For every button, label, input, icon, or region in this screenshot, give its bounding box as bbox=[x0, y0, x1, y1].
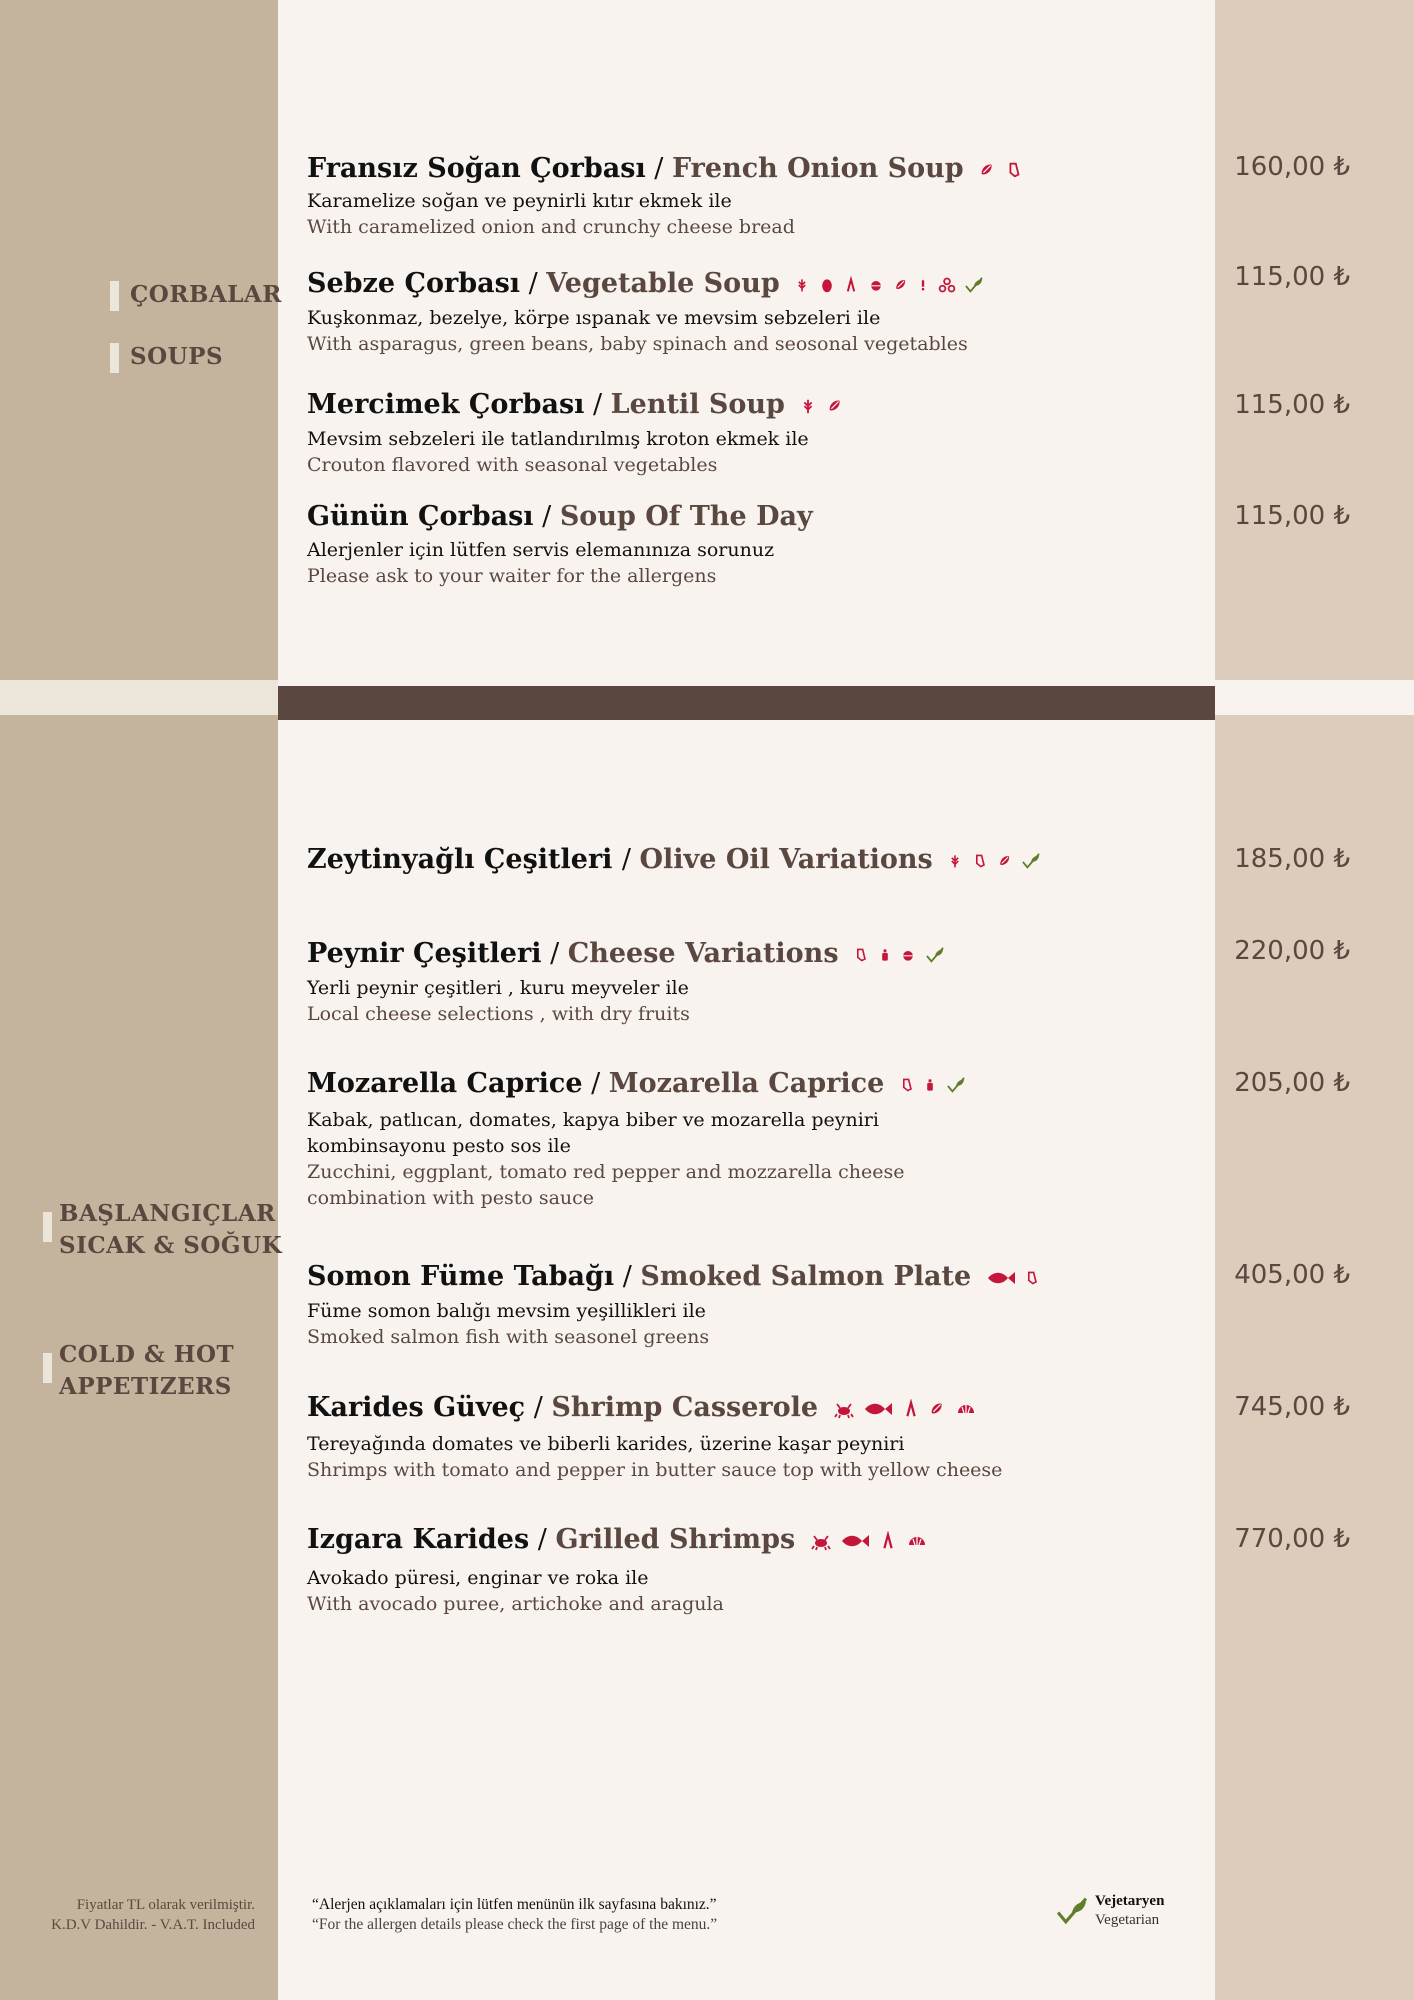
item-desc-en: With asparagus, green beans, baby spinach and seosonal vegetables bbox=[307, 332, 968, 355]
right-price-column-top bbox=[1215, 0, 1414, 680]
item-name-tr: Peynir Çeşitleri bbox=[307, 938, 542, 969]
allergen-gluten-icon bbox=[997, 851, 1013, 871]
item-name-en: Shrimp Casserole bbox=[551, 1392, 819, 1423]
allergen-mustard-icon bbox=[917, 275, 929, 295]
price: 160,00 ₺ bbox=[1234, 152, 1350, 182]
allergen-wheat-icon bbox=[794, 275, 810, 295]
item-desc-tr: Avokado püresi, enginar ve roka ile bbox=[307, 1566, 649, 1589]
vegetarian-icon bbox=[946, 1076, 966, 1094]
allergen-note-tr: “Alerjen açıklamaları için lütfen menünün ilk sayfasına bakınız.” bbox=[312, 1896, 717, 1913]
item-desc-tr: Mevsim sebzeleri ile tatlandırılmış kroton ekmek ile bbox=[307, 427, 809, 450]
allergen-mollusc-icon bbox=[906, 1531, 928, 1551]
category-marker bbox=[43, 1353, 52, 1383]
allergen-icons bbox=[833, 1391, 977, 1427]
item-name-en: Soup Of The Day bbox=[559, 501, 813, 532]
item-desc-tr: Kuşkonmaz, bezelye, körpe ıspanak ve mevsim sebzeleri ile bbox=[307, 306, 881, 329]
price: 205,00 ₺ bbox=[1234, 1068, 1350, 1098]
price-note-line-2: K.D.V Dahildir. - V.A.T. Included bbox=[51, 1917, 255, 1933]
item-desc-tr: Alerjenler için lütfen servis elemanınıza sorunuz bbox=[307, 539, 775, 561]
allergen-icons bbox=[853, 937, 945, 973]
item-name-en: Vegetable Soup bbox=[546, 268, 780, 299]
item-title: Mercimek Çorbası / Lentil Soup bbox=[307, 387, 1207, 424]
item-name-tr: Mercimek Çorbası bbox=[307, 389, 585, 420]
vegetarian-icon bbox=[1055, 1895, 1089, 1927]
menu-item-mozarella-caprice bbox=[307, 1066, 1207, 1211]
vegetarian-label-en: Vegetarian bbox=[1095, 1912, 1160, 1928]
menu-item-french-onion-soup bbox=[307, 151, 1207, 240]
allergen-gluten-icon bbox=[928, 1399, 946, 1419]
allergen-nut-icon bbox=[900, 945, 916, 965]
allergen-celery-icon bbox=[902, 1399, 920, 1419]
item-desc-en: Crouton flavored with seasonal vegetables bbox=[307, 453, 718, 476]
item-name-tr: Günün Çorbası bbox=[307, 501, 534, 532]
item-title: Karides Güveç / Shrimp Casserole bbox=[307, 1390, 1207, 1427]
menu-item-vegetable-soup bbox=[307, 266, 1207, 357]
item-desc-en: With caramelized onion and crunchy cheese bread bbox=[307, 215, 795, 238]
item-desc-en: Local cheese selections , with dry fruits bbox=[307, 1002, 690, 1025]
price: 185,00 ₺ bbox=[1234, 844, 1350, 874]
allergen-crab-icon bbox=[833, 1399, 855, 1419]
category-appetizers-en bbox=[59, 1339, 234, 1403]
allergen-milk-icon bbox=[853, 945, 869, 965]
allergen-wheat-icon bbox=[947, 851, 963, 871]
price: 220,00 ₺ bbox=[1234, 936, 1350, 966]
item-desc-tr: Füme somon balığı mevsim yeşillikleri ile bbox=[307, 1299, 706, 1322]
menu-item-grilled-shrimps bbox=[307, 1522, 1207, 1617]
category-label: ÇORBALAR bbox=[130, 281, 282, 308]
item-name-en: French Onion Soup bbox=[671, 153, 964, 184]
item-title: Zeytinyağlı Çeşitleri / Olive Oil Variations bbox=[307, 842, 1207, 879]
allergen-icons bbox=[978, 152, 1023, 188]
item-title: Mozarella Caprice / Mozarella Caprice bbox=[307, 1066, 1207, 1103]
item-title: Günün Çorbası / Soup Of The Day bbox=[307, 501, 813, 532]
item-title: Peynir Çeşitleri / Cheese Variations bbox=[307, 936, 1207, 973]
category-label: SICAK & SOĞUK bbox=[59, 1232, 283, 1259]
allergen-milk-icon bbox=[899, 1075, 915, 1095]
allergen-icons bbox=[794, 267, 984, 303]
item-name-en: Smoked Salmon Plate bbox=[640, 1261, 972, 1292]
item-name-en: Cheese Variations bbox=[567, 938, 839, 969]
item-desc-tr-2: kombinsayonu pesto sos ile bbox=[307, 1134, 571, 1157]
category-label: SOUPS bbox=[130, 343, 224, 370]
allergen-fish-icon bbox=[863, 1399, 893, 1419]
item-desc-en: Smoked salmon fish with seasonel greens bbox=[307, 1325, 710, 1348]
vegetarian-legend bbox=[1055, 1892, 1164, 1930]
allergen-icons bbox=[810, 1523, 928, 1559]
price: 770,00 ₺ bbox=[1234, 1524, 1350, 1554]
menu-item-smoked-salmon-plate bbox=[307, 1259, 1207, 1350]
item-name-en: Olive Oil Variations bbox=[639, 844, 933, 875]
menu-item-shrimp-casserole bbox=[307, 1390, 1207, 1483]
item-title: Somon Füme Tabağı / Smoked Salmon Plate bbox=[307, 1259, 1207, 1296]
allergen-nut-icon bbox=[868, 275, 884, 295]
allergen-egg-icon bbox=[819, 275, 835, 295]
category-soups-tr bbox=[130, 279, 282, 311]
item-name-tr: Karides Güveç bbox=[307, 1392, 526, 1423]
allergen-gluten-icon bbox=[893, 275, 909, 295]
item-desc-tr: Kabak, patlıcan, domates, kapya biber ve mozarella peyniri bbox=[307, 1108, 879, 1131]
category-marker bbox=[110, 343, 119, 373]
price-note bbox=[20, 1895, 255, 1935]
allergen-icons bbox=[986, 1260, 1041, 1296]
allergen-wheat-icon bbox=[799, 396, 817, 416]
category-soups-en bbox=[130, 341, 223, 373]
allergen-gluten-icon bbox=[826, 396, 844, 416]
allergen-celery-icon bbox=[843, 275, 859, 295]
menu-item-olive-oil-variations bbox=[307, 842, 1207, 879]
category-appetizers-tr bbox=[59, 1198, 282, 1262]
price: 405,00 ₺ bbox=[1234, 1260, 1350, 1290]
left-sidebar-top bbox=[0, 0, 278, 680]
allergen-celery-icon bbox=[879, 1531, 897, 1551]
item-desc-en: Zucchini, eggplant, tomato red pepper and mozzarella cheese bbox=[307, 1160, 905, 1183]
item-name-en: Lentil Soup bbox=[610, 389, 785, 420]
item-name-tr: Zeytinyağlı Çeşitleri bbox=[307, 844, 622, 875]
menu-item-soup-of-the-day bbox=[307, 499, 1207, 589]
item-name-tr: Mozarella Caprice bbox=[307, 1068, 583, 1099]
allergen-crab-icon bbox=[810, 1531, 832, 1551]
price: 745,00 ₺ bbox=[1234, 1392, 1350, 1422]
vegetarian-icon bbox=[1021, 852, 1041, 870]
item-name-tr: Somon Füme Tabağı bbox=[307, 1261, 615, 1292]
category-marker bbox=[43, 1212, 52, 1242]
item-desc-en: Shrimps with tomato and pepper in butter sauce top with yellow cheese bbox=[307, 1458, 1003, 1481]
category-label: BAŞLANGIÇLAR bbox=[59, 1200, 276, 1227]
allergen-note bbox=[312, 1895, 717, 1935]
allergen-milk-icon bbox=[1024, 1268, 1040, 1288]
allergen-mollusc-icon bbox=[955, 1399, 977, 1419]
item-name-tr: Fransız Soğan Çorbası bbox=[307, 153, 646, 184]
item-desc-en-2: combination with pesto sauce bbox=[307, 1186, 595, 1209]
allergen-milk-icon bbox=[1005, 160, 1023, 180]
menu-item-lentil-soup bbox=[307, 387, 1207, 478]
item-desc-en: With avocado puree, artichoke and aragula bbox=[307, 1592, 724, 1615]
category-label: APPETIZERS bbox=[59, 1373, 232, 1400]
allergen-note-en: “For the allergen details please check the first page of the menu.” bbox=[312, 1916, 718, 1933]
item-desc-en: Please ask to your waiter for the allergens bbox=[307, 565, 717, 587]
item-name-en: Grilled Shrimps bbox=[555, 1524, 796, 1555]
item-title: Fransız Soğan Çorbası / French Onion Soup bbox=[307, 151, 1207, 188]
item-name-tr: Izgara Karides bbox=[307, 1524, 530, 1555]
divider-band bbox=[278, 686, 1215, 720]
allergen-icons bbox=[799, 388, 844, 424]
price: 115,00 ₺ bbox=[1234, 262, 1350, 292]
divider-band-left bbox=[0, 680, 278, 715]
right-price-column-bottom bbox=[1215, 715, 1414, 2000]
item-desc-tr: Tereyağında domates ve biberli karides, üzerine kaşar peyniri bbox=[307, 1432, 905, 1455]
category-label: COLD & HOT bbox=[59, 1341, 235, 1368]
price: 115,00 ₺ bbox=[1234, 501, 1350, 531]
item-name-tr: Sebze Çorbası bbox=[307, 268, 521, 299]
item-name-en: Mozarella Caprice bbox=[608, 1068, 885, 1099]
allergen-icons bbox=[947, 843, 1041, 879]
allergen-sulphite-icon bbox=[878, 945, 892, 965]
allergen-sulphite-icon bbox=[923, 1075, 937, 1095]
price: 115,00 ₺ bbox=[1234, 390, 1350, 420]
item-title: Izgara Karides / Grilled Shrimps bbox=[307, 1522, 1207, 1559]
allergen-icons bbox=[899, 1067, 966, 1103]
vegetarian-icon bbox=[964, 276, 984, 294]
allergen-fish-icon bbox=[986, 1268, 1016, 1288]
price-note-line-1: Fiyatlar TL olarak verilmiştir. bbox=[76, 1897, 255, 1913]
allergen-milk-icon bbox=[972, 851, 988, 871]
allergen-lupin-icon bbox=[938, 275, 956, 295]
item-desc-tr: Yerli peynir çeşitleri , kuru meyveler ile bbox=[307, 976, 689, 999]
vegetarian-icon bbox=[925, 946, 945, 964]
allergen-fish-icon bbox=[840, 1531, 870, 1551]
menu-item-cheese-variations bbox=[307, 936, 1207, 1027]
item-desc-tr: Karamelize soğan ve peynirli kıtır ekmek ile bbox=[307, 189, 732, 212]
category-marker bbox=[110, 281, 119, 311]
item-title: Sebze Çorbası / Vegetable Soup bbox=[307, 266, 1207, 303]
allergen-gluten-icon bbox=[978, 160, 996, 180]
vegetarian-label-tr: Vejetaryen bbox=[1095, 1893, 1165, 1909]
